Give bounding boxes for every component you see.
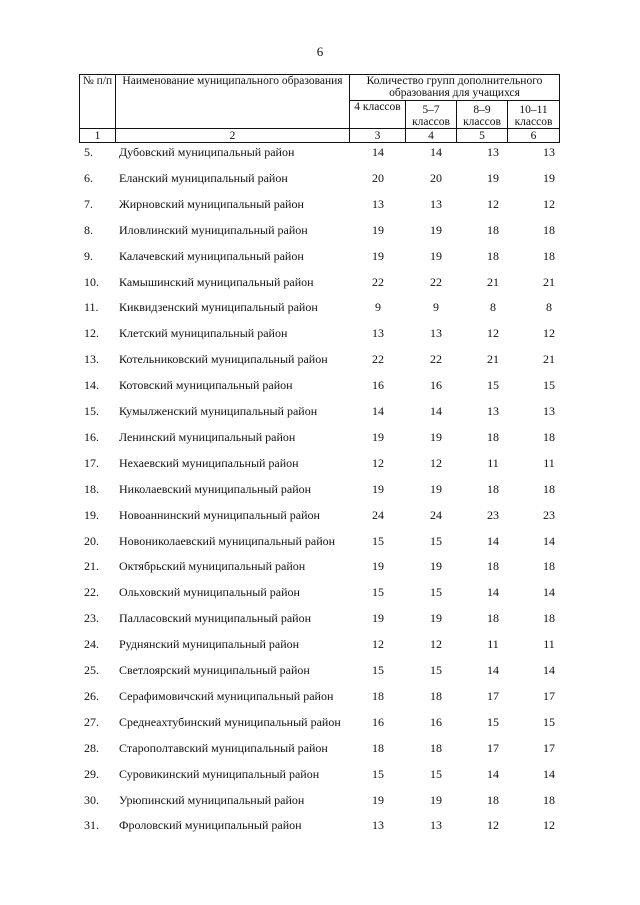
- table-row: [0, 634, 640, 654]
- header-name-col: Наименование муниципального образования: [116, 75, 350, 129]
- row-district-name: Среднеахтубинский муниципальный район: [119, 715, 341, 729]
- row-district-name: Киквидзенский муниципальный район: [119, 300, 318, 314]
- row-group-count: 20: [372, 171, 384, 185]
- table-row: [0, 764, 640, 784]
- row-group-count: 12: [543, 818, 555, 832]
- row-group-count: 9: [433, 300, 439, 314]
- row-district-name: Клетский муниципальный район: [119, 326, 288, 340]
- row-group-count: 13: [487, 145, 499, 159]
- row-group-count: 11: [543, 456, 555, 470]
- row-group-count: 19: [372, 793, 384, 807]
- row-number: 30.: [84, 793, 99, 807]
- row-group-count: 13: [372, 818, 384, 832]
- row-district-name: Калачевский муниципальный район: [119, 249, 304, 263]
- row-group-count: 8: [546, 300, 552, 314]
- row-group-count: 21: [487, 275, 499, 289]
- row-group-count: 12: [372, 456, 384, 470]
- row-group-count: 22: [372, 352, 384, 366]
- row-group-count: 18: [543, 793, 555, 807]
- table-row: [0, 272, 640, 292]
- row-group-count: 12: [487, 818, 499, 832]
- table-row: [0, 738, 640, 758]
- row-district-name: Камышинский муниципальный район: [119, 275, 314, 289]
- row-group-count: 18: [487, 611, 499, 625]
- row-district-name: Фроловский муниципальный район: [119, 818, 302, 832]
- row-group-count: 8: [490, 300, 496, 314]
- row-group-count: 13: [372, 197, 384, 211]
- row-district-name: Новоаннинский муниципальный район: [119, 508, 320, 522]
- row-number: 31.: [84, 818, 99, 832]
- row-group-count: 15: [372, 534, 384, 548]
- table-row: [0, 608, 640, 628]
- row-group-count: 18: [543, 430, 555, 444]
- row-group-count: 21: [487, 352, 499, 366]
- row-group-count: 14: [543, 534, 555, 548]
- row-group-count: 19: [372, 223, 384, 237]
- header-col-number: 5: [457, 129, 508, 143]
- row-group-count: 13: [487, 404, 499, 418]
- row-district-name: Старополтавский муниципальный район: [119, 741, 328, 755]
- row-group-count: 18: [487, 249, 499, 263]
- row-number: 21.: [84, 559, 99, 573]
- row-group-count: 14: [372, 404, 384, 418]
- row-group-count: 15: [543, 378, 555, 392]
- row-group-count: 20: [430, 171, 442, 185]
- row-district-name: Котовский муниципальный район: [119, 378, 293, 392]
- row-group-count: 19: [543, 171, 555, 185]
- table-header: [79, 74, 560, 143]
- row-number: 16.: [84, 430, 99, 444]
- row-group-count: 13: [372, 326, 384, 340]
- row-group-count: 15: [430, 585, 442, 599]
- row-group-count: 15: [430, 663, 442, 677]
- table-row: [0, 660, 640, 680]
- row-group-count: 18: [487, 482, 499, 496]
- row-district-name: Урюпинский муниципальный район: [119, 793, 305, 807]
- row-district-name: Еланский муниципальный район: [119, 171, 288, 185]
- row-group-count: 16: [430, 715, 442, 729]
- table-row: [0, 505, 640, 525]
- row-group-count: 21: [543, 352, 555, 366]
- row-number: 6.: [84, 171, 93, 185]
- row-group-count: 18: [487, 793, 499, 807]
- row-group-count: 22: [430, 352, 442, 366]
- row-group-count: 19: [372, 249, 384, 263]
- row-group-count: 18: [372, 741, 384, 755]
- row-number: 18.: [84, 482, 99, 496]
- table-row: [0, 220, 640, 240]
- row-group-count: 18: [543, 249, 555, 263]
- row-group-count: 15: [430, 767, 442, 781]
- row-number: 24.: [84, 637, 99, 651]
- row-group-count: 18: [487, 223, 499, 237]
- row-group-count: 19: [430, 559, 442, 573]
- row-group-count: 14: [487, 534, 499, 548]
- row-number: 17.: [84, 456, 99, 470]
- row-group-count: 18: [543, 223, 555, 237]
- row-group-count: 18: [543, 559, 555, 573]
- row-group-count: 21: [543, 275, 555, 289]
- table-row: [0, 168, 640, 188]
- row-number: 10.: [84, 275, 99, 289]
- page-number: 6: [316, 44, 324, 59]
- row-number: 11.: [84, 300, 99, 314]
- row-group-count: 15: [487, 715, 499, 729]
- row-group-count: 11: [487, 456, 499, 470]
- header-groups-col: Количество групп дополнительного образования для учащихся: [350, 75, 560, 101]
- row-group-count: 13: [430, 818, 442, 832]
- row-group-count: 15: [372, 767, 384, 781]
- row-district-name: Новониколаевский муниципальный район: [119, 534, 336, 548]
- table-row: [0, 686, 640, 706]
- row-number: 7.: [84, 197, 93, 211]
- row-group-count: 16: [372, 378, 384, 392]
- row-district-name: Кумылженский муниципальный район: [119, 404, 318, 418]
- row-number: 26.: [84, 689, 99, 703]
- row-group-count: 14: [543, 585, 555, 599]
- row-group-count: 15: [372, 663, 384, 677]
- row-group-count: 14: [487, 663, 499, 677]
- row-group-count: 15: [487, 378, 499, 392]
- row-number: 5.: [84, 145, 93, 159]
- row-group-count: 12: [543, 197, 555, 211]
- row-number: 8.: [84, 223, 93, 237]
- row-group-count: 19: [430, 611, 442, 625]
- row-number: 23.: [84, 611, 99, 625]
- row-number: 27.: [84, 715, 99, 729]
- table-row: [0, 790, 640, 810]
- row-group-count: 24: [430, 508, 442, 522]
- header-col-number: 2: [116, 129, 350, 143]
- row-group-count: 18: [543, 482, 555, 496]
- row-group-count: 17: [543, 741, 555, 755]
- header-sub-col: 5–7 классов: [406, 101, 457, 129]
- row-number: 25.: [84, 663, 99, 677]
- row-number: 29.: [84, 767, 99, 781]
- header-num-col: № п/п: [80, 75, 116, 129]
- row-group-count: 18: [430, 741, 442, 755]
- table-row: [0, 815, 640, 835]
- row-district-name: Ленинский муниципальный район: [119, 430, 296, 444]
- row-district-name: Палласовский муниципальный район: [119, 611, 311, 625]
- header-col-number: 6: [508, 129, 560, 143]
- row-group-count: 19: [372, 430, 384, 444]
- row-district-name: Ольховский муниципальный район: [119, 585, 300, 599]
- row-group-count: 15: [543, 715, 555, 729]
- table-row: [0, 582, 640, 602]
- table-row: [0, 297, 640, 317]
- row-group-count: 14: [372, 145, 384, 159]
- row-district-name: Октябрьский муниципальный район: [119, 559, 306, 573]
- row-group-count: 19: [430, 223, 442, 237]
- table-row: [0, 375, 640, 395]
- row-group-count: 17: [543, 689, 555, 703]
- row-group-count: 15: [372, 585, 384, 599]
- row-group-count: 14: [487, 585, 499, 599]
- table-row: [0, 479, 640, 499]
- row-group-count: 19: [430, 249, 442, 263]
- table-row: [0, 556, 640, 576]
- row-group-count: 19: [430, 482, 442, 496]
- row-group-count: 15: [430, 534, 442, 548]
- row-group-count: 14: [543, 767, 555, 781]
- table-row: [0, 453, 640, 473]
- row-group-count: 16: [430, 378, 442, 392]
- row-group-count: 22: [372, 275, 384, 289]
- table-row: [0, 401, 640, 421]
- row-district-name: Котельниковский муниципальный район: [119, 352, 328, 366]
- row-group-count: 12: [430, 456, 442, 470]
- row-group-count: 18: [372, 689, 384, 703]
- header-sub-col: 10–11 классов: [508, 101, 560, 129]
- table-row: [0, 142, 640, 162]
- header-col-number: 3: [350, 129, 406, 143]
- row-district-name: Руднянский муниципальный район: [119, 637, 300, 651]
- row-group-count: 13: [430, 197, 442, 211]
- row-number: 9.: [84, 249, 93, 263]
- row-district-name: Иловлинский муниципальный район: [119, 223, 308, 237]
- row-district-name: Дубовский муниципальный район: [119, 145, 295, 159]
- row-group-count: 12: [372, 637, 384, 651]
- table-row: [0, 323, 640, 343]
- row-group-count: 12: [543, 326, 555, 340]
- row-group-count: 9: [375, 300, 381, 314]
- row-group-count: 14: [487, 767, 499, 781]
- row-group-count: 19: [372, 559, 384, 573]
- row-group-count: 13: [430, 326, 442, 340]
- table-row: [0, 712, 640, 732]
- row-group-count: 18: [543, 611, 555, 625]
- row-group-count: 11: [543, 637, 555, 651]
- row-group-count: 19: [430, 793, 442, 807]
- header-col-number: 4: [406, 129, 457, 143]
- row-group-count: 18: [487, 430, 499, 444]
- row-group-count: 22: [430, 275, 442, 289]
- row-group-count: 14: [430, 145, 442, 159]
- row-number: 14.: [84, 378, 99, 392]
- row-district-name: Нехаевский муниципальный район: [119, 456, 299, 470]
- row-number: 22.: [84, 585, 99, 599]
- row-group-count: 11: [487, 637, 499, 651]
- row-group-count: 17: [487, 741, 499, 755]
- table-row: [0, 427, 640, 447]
- row-number: 20.: [84, 534, 99, 548]
- row-group-count: 23: [487, 508, 499, 522]
- row-district-name: Николаевский муниципальный район: [119, 482, 312, 496]
- header-sub-col: 8–9 классов: [457, 101, 508, 129]
- row-group-count: 18: [487, 559, 499, 573]
- row-number: 19.: [84, 508, 99, 522]
- table-row: [0, 194, 640, 214]
- row-group-count: 24: [372, 508, 384, 522]
- table-row: [0, 349, 640, 369]
- row-group-count: 17: [487, 689, 499, 703]
- row-group-count: 14: [430, 404, 442, 418]
- row-group-count: 13: [543, 145, 555, 159]
- table-row: [0, 531, 640, 551]
- row-group-count: 12: [487, 326, 499, 340]
- row-number: 28.: [84, 741, 99, 755]
- row-group-count: 12: [487, 197, 499, 211]
- row-district-name: Суровикинский муниципальный район: [119, 767, 320, 781]
- row-group-count: 19: [372, 482, 384, 496]
- row-group-count: 13: [543, 404, 555, 418]
- row-district-name: Серафимовичский муниципальный район: [119, 689, 334, 703]
- row-group-count: 14: [543, 663, 555, 677]
- row-number: 13.: [84, 352, 99, 366]
- row-group-count: 12: [430, 637, 442, 651]
- row-group-count: 23: [543, 508, 555, 522]
- table-row: [0, 246, 640, 266]
- row-district-name: Светлоярский муниципальный район: [119, 663, 310, 677]
- row-group-count: 18: [430, 689, 442, 703]
- row-group-count: 19: [487, 171, 499, 185]
- row-group-count: 19: [430, 430, 442, 444]
- row-group-count: 19: [372, 611, 384, 625]
- header-sub-col: 4 классов: [350, 101, 406, 129]
- header-col-number: 1: [80, 129, 116, 143]
- row-number: 15.: [84, 404, 99, 418]
- row-district-name: Жирновский муниципальный район: [119, 197, 304, 211]
- row-group-count: 16: [372, 715, 384, 729]
- row-number: 12.: [84, 326, 99, 340]
